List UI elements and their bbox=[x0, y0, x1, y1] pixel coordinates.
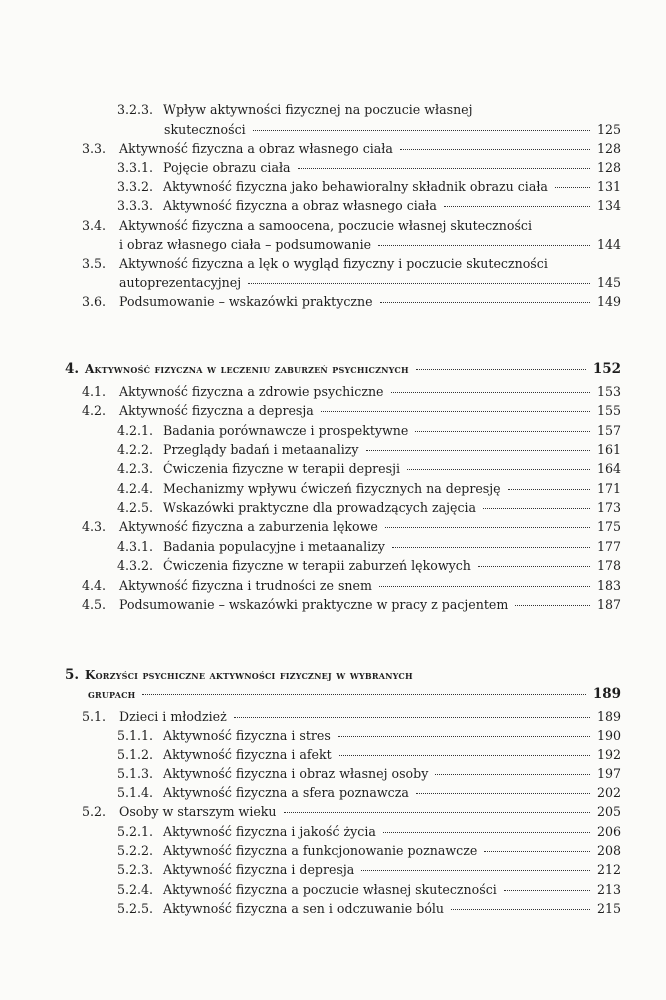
toc-entry-page-number: 144 bbox=[596, 237, 621, 252]
toc-entry-page-number: 178 bbox=[596, 558, 621, 573]
toc-entry-title: Badania porównawcze i prospektywne bbox=[163, 423, 409, 438]
dot-leader bbox=[383, 832, 590, 833]
toc-entry bbox=[117, 746, 621, 764]
toc-entry-title: Aktywność fizyczna a poczucie własnej skuteczności bbox=[163, 882, 497, 897]
toc-entry-title: Aktywność fizyczna i depresja bbox=[163, 862, 355, 877]
toc-entry-page-number: 175 bbox=[596, 519, 621, 534]
toc-entry bbox=[82, 708, 621, 726]
toc-entry bbox=[117, 197, 621, 215]
toc-entry bbox=[117, 101, 621, 119]
toc-entry-title: grupach bbox=[88, 687, 136, 701]
toc-entry-page-number: 128 bbox=[596, 141, 621, 156]
toc-entry-page-number: 153 bbox=[596, 384, 621, 399]
dot-leader bbox=[379, 586, 590, 587]
toc-entry-title: Aktywność fizyczna i jakość życia bbox=[163, 824, 376, 839]
dot-leader bbox=[416, 369, 586, 370]
toc-entry bbox=[117, 727, 621, 745]
toc-entry-page-number: 205 bbox=[596, 804, 621, 819]
toc-entry-page-number: 171 bbox=[596, 481, 621, 496]
toc-entry-title: Aktywność fizyczna a zaburzenia lękowe bbox=[119, 519, 378, 534]
toc-entry-number: 4. bbox=[65, 361, 80, 377]
toc-entry-title: Aktywność fizyczna a lęk o wygląd fizyczny i poczucie skuteczności bbox=[119, 256, 548, 271]
toc-entry bbox=[117, 557, 621, 575]
dot-leader bbox=[400, 149, 590, 150]
toc-entry-number: 3.6. bbox=[82, 294, 107, 309]
toc-entry-title: Badania populacyjne i metaanalizy bbox=[163, 539, 385, 554]
toc-entry-page-number: 145 bbox=[596, 275, 621, 290]
toc-entry bbox=[82, 596, 621, 614]
toc-entry-title: Aktywność fizyczna i obraz własnej osoby bbox=[163, 766, 429, 781]
toc-entry bbox=[117, 900, 621, 918]
toc-entry-title: Aktywność fizyczna i stres bbox=[163, 728, 331, 743]
dot-leader bbox=[407, 469, 590, 470]
dot-leader bbox=[338, 736, 590, 737]
toc-entry bbox=[65, 360, 621, 378]
toc-entry-number: 5.2.5. bbox=[117, 901, 154, 916]
toc-entry-page-number: 189 bbox=[596, 709, 621, 724]
toc-entry-number: 4.4. bbox=[82, 578, 107, 593]
dot-leader bbox=[385, 527, 590, 528]
toc-entry-title: Mechanizmy wpływu ćwiczeń fizycznych na depresję bbox=[163, 481, 501, 496]
dot-leader bbox=[484, 851, 590, 852]
dot-leader bbox=[361, 870, 590, 871]
toc-entry-title: Aktywność fizyczna a funkcjonowanie poznawcze bbox=[163, 843, 478, 858]
dot-leader bbox=[416, 793, 590, 794]
toc-entry bbox=[117, 480, 621, 498]
dot-leader bbox=[142, 694, 585, 695]
dot-leader bbox=[392, 547, 590, 548]
toc-entry-page-number: 215 bbox=[596, 901, 621, 916]
toc-entry-number: 4.2. bbox=[82, 403, 107, 418]
toc-entry-title: i obraz własnego ciała – podsumowanie bbox=[119, 237, 372, 252]
toc-entry-number: 5.1.4. bbox=[117, 785, 154, 800]
toc-entry-number: 5.2.2. bbox=[117, 843, 154, 858]
toc-entry-number: 3.2.3. bbox=[117, 102, 154, 117]
toc-entry-page-number: 202 bbox=[596, 785, 621, 800]
toc-entry-title: Ćwiczenia fizyczne w terapii depresji bbox=[163, 461, 401, 476]
toc-entry-number: 5.2.4. bbox=[117, 882, 154, 897]
toc-entry bbox=[82, 383, 621, 401]
toc-entry-title: skuteczności bbox=[164, 122, 246, 137]
toc-entry-page-number: 208 bbox=[596, 843, 621, 858]
toc-entry-page-number: 206 bbox=[596, 824, 621, 839]
dot-leader bbox=[253, 130, 590, 131]
dot-leader bbox=[366, 450, 590, 451]
toc-entry-number: 4.2.4. bbox=[117, 481, 154, 496]
toc-entry bbox=[117, 784, 621, 802]
toc-entry-title: Pojęcie obrazu ciała bbox=[163, 160, 291, 175]
toc-entry-number: 5.2. bbox=[82, 804, 107, 819]
dot-leader bbox=[321, 411, 590, 412]
toc-entry-page-number: 190 bbox=[596, 728, 621, 743]
toc-entry bbox=[82, 577, 621, 595]
toc-entry-title: Aktywność fizyczna a sen i odczuwanie bólu bbox=[163, 901, 445, 916]
dot-leader bbox=[380, 302, 590, 303]
toc-entry-title: Przeglądy badań i metaanalizy bbox=[163, 442, 359, 457]
toc-entry-title: Wpływ aktywności fizycznej na poczucie własnej bbox=[163, 102, 473, 117]
toc-entry bbox=[117, 499, 621, 517]
dot-leader bbox=[451, 909, 590, 910]
dot-leader bbox=[234, 717, 590, 718]
toc-entry-title: Aktywność fizyczna a zdrowie psychiczne bbox=[119, 384, 384, 399]
toc-entry-title: Aktywność fizyczna w leczeniu zaburzeń psychicznych bbox=[85, 362, 409, 376]
toc-entry-number: 3.3.3. bbox=[117, 198, 154, 213]
toc-entry-number: 3.5. bbox=[82, 256, 107, 271]
toc-entry-page-number: 197 bbox=[596, 766, 621, 781]
toc-entry-title: autoprezentacyjnej bbox=[119, 275, 242, 290]
dot-leader bbox=[515, 605, 590, 606]
toc-entry-page-number: 149 bbox=[596, 294, 621, 309]
toc-entry-title: Aktywność fizyczna i trudności ze snem bbox=[119, 578, 372, 593]
dot-leader bbox=[391, 392, 590, 393]
toc-entry-number: 3.3.2. bbox=[117, 179, 154, 194]
toc-entry-page-number: 131 bbox=[596, 179, 621, 194]
toc-entry-number: 4.1. bbox=[82, 384, 107, 399]
toc-entry-number: 5.1.2. bbox=[117, 747, 154, 762]
toc-entry-page-number: 164 bbox=[596, 461, 621, 476]
toc-entry-page-number: 213 bbox=[596, 882, 621, 897]
toc-entry-title: Aktywność fizyczna i afekt bbox=[163, 747, 332, 762]
dot-leader bbox=[339, 755, 590, 756]
toc-entry-page-number: 192 bbox=[596, 747, 621, 762]
toc-entry bbox=[117, 159, 621, 177]
toc-entry bbox=[82, 217, 621, 235]
toc-entry-number: 5.2.1. bbox=[117, 824, 154, 839]
toc-entry-title: Aktywność fizyczna a samoocena, poczucie własnej skuteczności bbox=[119, 218, 533, 233]
toc-entry bbox=[65, 666, 621, 684]
dot-leader bbox=[478, 566, 590, 567]
toc-entry-page-number: 212 bbox=[596, 862, 621, 877]
dot-leader bbox=[378, 245, 590, 246]
toc-entry bbox=[82, 293, 621, 311]
toc-entry-number: 4.5. bbox=[82, 597, 107, 612]
toc-entry bbox=[117, 765, 621, 783]
toc-entry-title: Dzieci i młodzież bbox=[119, 709, 227, 724]
toc-entry-number: 3.3. bbox=[82, 141, 107, 156]
dot-leader bbox=[435, 774, 590, 775]
toc-entry-page-number: 128 bbox=[596, 160, 621, 175]
toc-entry-title: Wskazówki praktyczne dla prowadzących zajęcia bbox=[163, 500, 477, 515]
toc-entry-title: Podsumowanie – wskazówki praktyczne bbox=[119, 294, 373, 309]
toc-entry bbox=[82, 803, 621, 821]
toc-entry-title: Podsumowanie – wskazówki praktyczne w pracy z pacjentem bbox=[119, 597, 509, 612]
toc-entry-page-number: 177 bbox=[596, 539, 621, 554]
dot-leader bbox=[504, 890, 590, 891]
toc-entry-page-number: 155 bbox=[596, 403, 621, 418]
toc-entry-page-number: 187 bbox=[596, 597, 621, 612]
toc-entry-page-number: 152 bbox=[592, 361, 621, 377]
dot-leader bbox=[415, 431, 590, 432]
toc-entry-number: 5.1.1. bbox=[117, 728, 154, 743]
toc-entry-number: 4.3.1. bbox=[117, 539, 154, 554]
dot-leader bbox=[284, 812, 590, 813]
toc-entry bbox=[82, 402, 621, 420]
toc-entry-page-number: 183 bbox=[596, 578, 621, 593]
dot-leader bbox=[444, 206, 590, 207]
toc-entry-number: 5.1.3. bbox=[117, 766, 154, 781]
toc-entry bbox=[117, 842, 621, 860]
toc-entry bbox=[82, 255, 621, 273]
toc-entry-title: Ćwiczenia fizyczne w terapii zaburzeń lękowych bbox=[163, 558, 471, 573]
toc-entry-number: 5.2.3. bbox=[117, 862, 154, 877]
toc-entry bbox=[119, 236, 621, 254]
toc-entry-number: 4.3. bbox=[82, 519, 107, 534]
toc-entry bbox=[117, 861, 621, 879]
toc-entry-number: 3.4. bbox=[82, 218, 107, 233]
dot-leader bbox=[555, 187, 590, 188]
toc-entry-title: Aktywność fizyczna a obraz własnego ciała bbox=[163, 198, 437, 213]
toc-entry bbox=[117, 538, 621, 556]
dot-leader bbox=[248, 283, 590, 284]
toc-entry bbox=[82, 518, 621, 536]
toc-entry-number: 4.2.3. bbox=[117, 461, 154, 476]
toc-entry bbox=[117, 881, 621, 899]
toc-entry-page-number: 161 bbox=[596, 442, 621, 457]
dot-leader bbox=[508, 489, 590, 490]
toc-entry-title: Aktywność fizyczna jako behawioralny składnik obrazu ciała bbox=[163, 179, 548, 194]
toc-entry-title: Korzyści psychiczne aktywności fizycznej w wybranych bbox=[85, 668, 413, 682]
toc-entry bbox=[117, 441, 621, 459]
toc-entry-title: Osoby w starszym wieku bbox=[119, 804, 277, 819]
toc-entry bbox=[117, 178, 621, 196]
toc-entry-page-number: 173 bbox=[596, 500, 621, 515]
toc-entry-title: Aktywność fizyczna a obraz własnego ciała bbox=[119, 141, 393, 156]
toc-entry bbox=[82, 140, 621, 158]
toc-entry bbox=[117, 422, 621, 440]
toc-entry-title: Aktywność fizyczna a depresja bbox=[119, 403, 314, 418]
toc-entry-number: 4.2.2. bbox=[117, 442, 154, 457]
toc-entry-number: 5.1. bbox=[82, 709, 107, 724]
dot-leader bbox=[483, 508, 590, 509]
toc-entry-page-number: 157 bbox=[596, 423, 621, 438]
toc-entry-page-number: 125 bbox=[596, 122, 621, 137]
toc-entry bbox=[88, 685, 621, 703]
toc-entry bbox=[164, 121, 621, 139]
toc-entry-page-number: 189 bbox=[592, 686, 621, 702]
toc-entry-number: 5. bbox=[65, 667, 80, 683]
toc-entry-number: 4.3.2. bbox=[117, 558, 154, 573]
toc-entry bbox=[119, 274, 621, 292]
toc-entry-number: 4.2.5. bbox=[117, 500, 154, 515]
toc-entry-page-number: 134 bbox=[596, 198, 621, 213]
toc-entry bbox=[117, 460, 621, 478]
toc-entry-number: 3.3.1. bbox=[117, 160, 154, 175]
dot-leader bbox=[298, 168, 590, 169]
toc-entry bbox=[117, 823, 621, 841]
toc-entry-number: 4.2.1. bbox=[117, 423, 154, 438]
toc-entry-title: Aktywność fizyczna a sfera poznawcza bbox=[163, 785, 409, 800]
